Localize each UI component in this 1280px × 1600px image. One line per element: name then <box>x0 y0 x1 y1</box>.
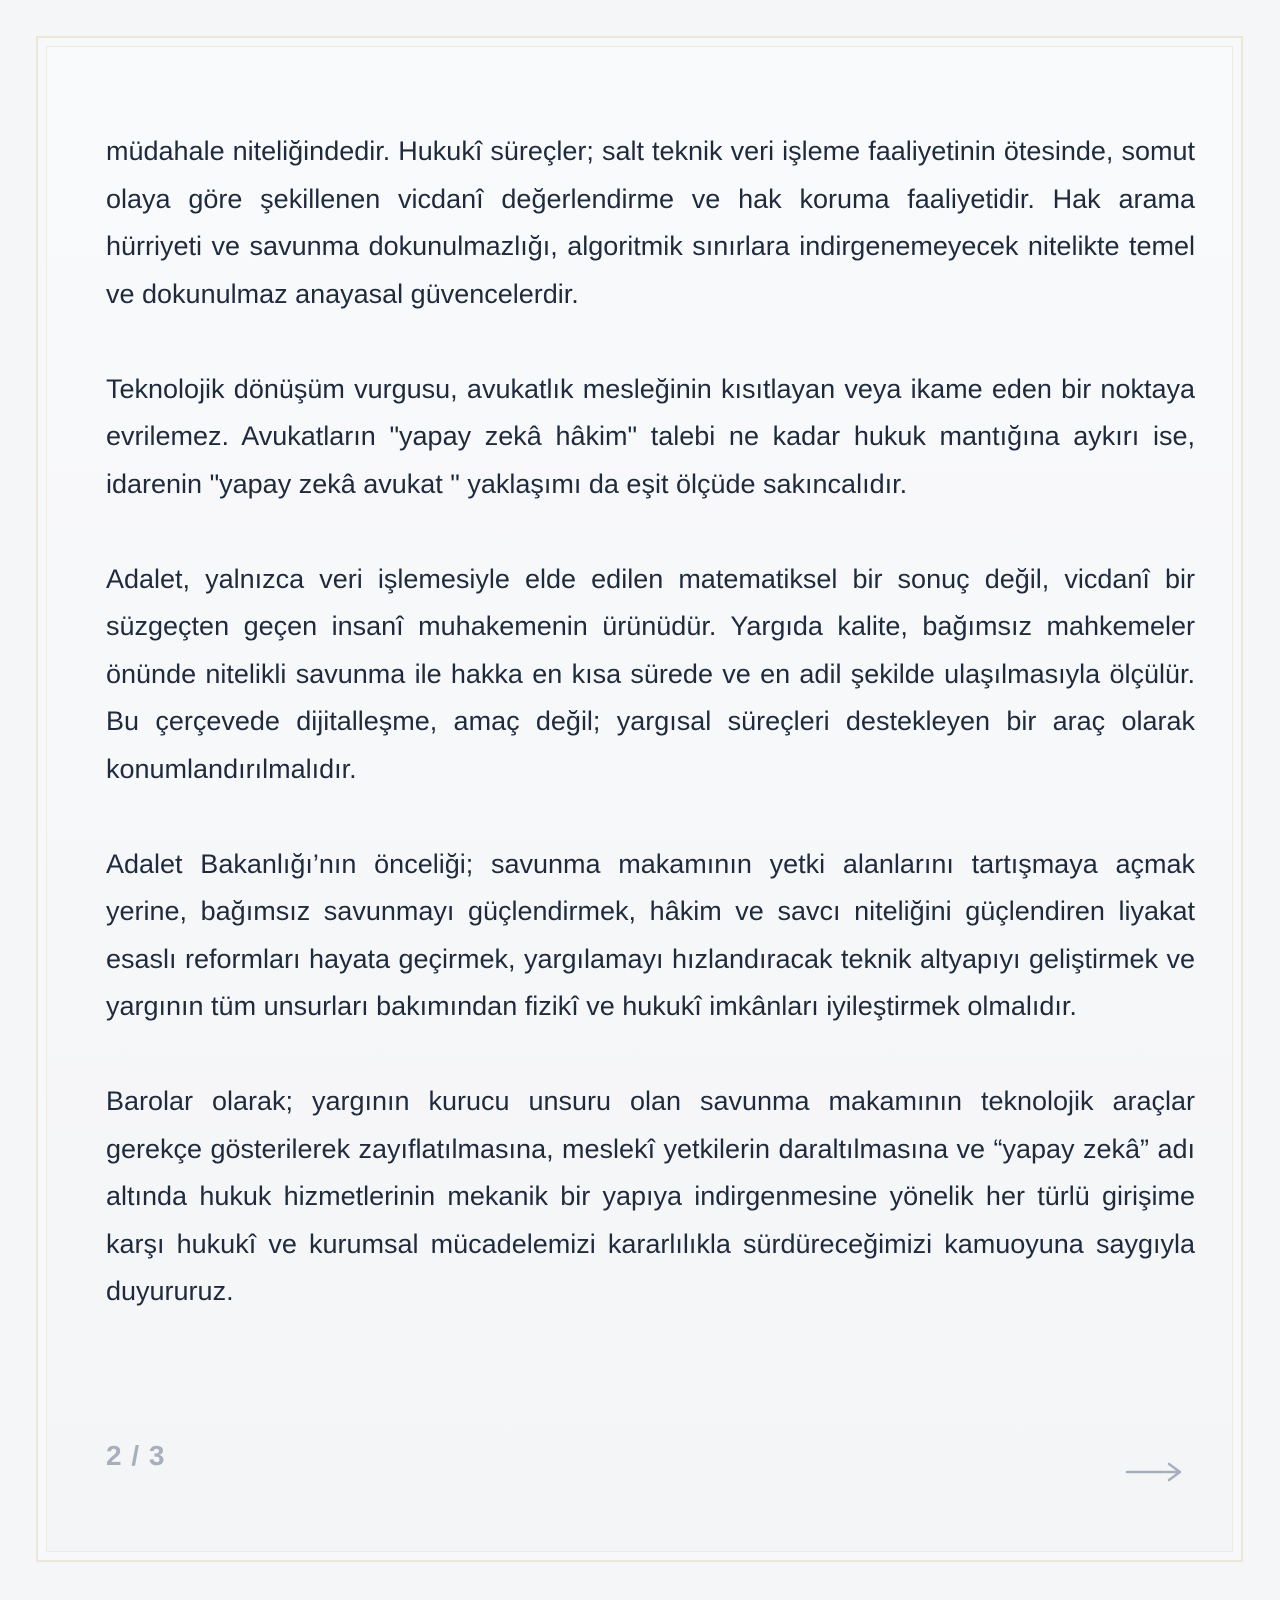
body-text <box>106 128 1195 1316</box>
page-indicator: 2 / 3 <box>106 1440 166 1471</box>
arrow-right-icon <box>1125 1457 1185 1487</box>
paragraph-3: Adalet, yalnızca veri işlemesiyle elde edilen matematiksel bir sonuç değil, vicdanî bir süzgeçten geçen insanî muhakemenin ürünüdür. Yargıda kalite, bağımsız mahkemeler önünde nitelikli savunma ile hakka en kısa sürede ve en adil şekilde ulaşılmasıyla ölçülür. Bu çerçevede dijitalleşme, amaç değil; yargısal süreçleri destekleyen bir araç olarak konumlandırılmalıdır. <box>106 563 1195 784</box>
paragraph-4: Adalet Bakanlığı’nın önceliği; savunma makamının yetki alanlarını tartışmaya açmak yerine, bağımsız savunmayı güçlendirmek, hâkim ve savcı niteliğini güçlendiren liyakat esaslı reformları hayata geçirmek, yargılamayı hızlandıracak teknik altyapıyı geliştirmek ve yargının tüm unsurları bakımından fizikî ve hukukî imkânları iyileştirmek olmalıdır. <box>106 848 1195 1021</box>
document-page <box>36 36 1243 1562</box>
next-page-button[interactable] <box>1125 1457 1185 1487</box>
paragraph-5: Barolar olarak; yargının kurucu unsuru olan savunma makamının teknolojik araçlar gerekçe gösterilerek zayıflatılmasına, meslekî yetkilerin daraltılmasına ve “yapay zekâ” adı altında hukuk hizmetlerinin mekanik bir yapıya indirgenmesine yönelik her türlü girişime karşı hukukî ve kurumsal mücadelemizi kararlılıkla sürdüreceğimizi kamuoyuna saygıyla duyururuz. <box>106 1086 1195 1306</box>
page-inner-border <box>46 46 1233 1552</box>
paragraph-1: müdahale niteliğindedir. Hukukî süreçler; salt teknik veri işleme faaliyetinin ötesinde, somut olaya göre şekillenen vicdanî değerlendirme ve hak koruma faaliyetidir. Hak arama hürriyeti ve savunma dokunulmazlığı, algoritmik sınırlara indirgenemeyecek nitelikte temel ve dokunulmaz anayasal güvencelerdir. <box>106 136 1195 309</box>
paragraph-2: Teknolojik dönüşüm vurgusu, avukatlık mesleğinin kısıtlayan veya ikame eden bir noktaya evrilemez. Avukatların "yapay zekâ hâkim" talebi ne kadar hukuk mantığına aykırı ise, idarenin "yapay zekâ avukat " yaklaşımı da eşit ölçüde sakıncalıdır. <box>106 373 1195 499</box>
